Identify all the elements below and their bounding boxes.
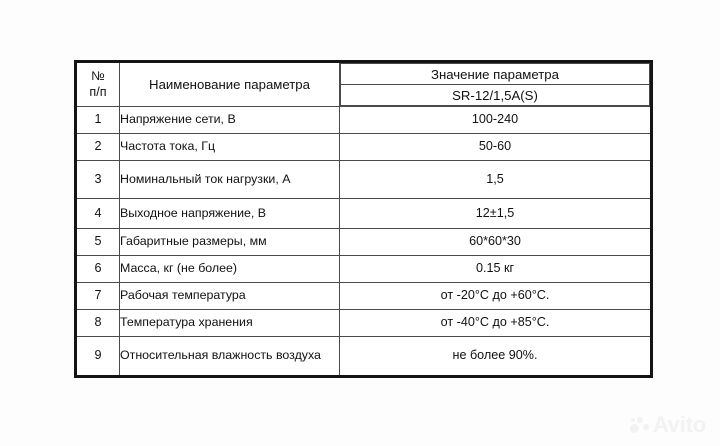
column-header-number-line2: п/п (89, 84, 107, 99)
value-header-title: Значение параметра (341, 64, 650, 85)
row-value: от -40°C до +85°C. (340, 310, 652, 337)
row-value: 60*60*30 (340, 229, 652, 256)
value-header-title-row (341, 64, 650, 85)
column-header-parameter-value (340, 62, 652, 107)
row-value: 12±1,5 (340, 199, 652, 229)
row-parameter: Выходное напряжение, В (120, 199, 340, 229)
row-parameter: Относительная влажность воздуха (120, 337, 340, 377)
table-row (76, 256, 652, 283)
row-number: 1 (76, 107, 120, 134)
table-row (76, 199, 652, 229)
row-number: 3 (76, 161, 120, 199)
table-row (76, 134, 652, 161)
column-header-number-line1: № (91, 69, 105, 84)
table-row (76, 310, 652, 337)
table-row (76, 107, 652, 134)
table-header-row (76, 62, 652, 107)
table-row (76, 337, 652, 377)
avito-watermark (630, 414, 706, 436)
row-number: 2 (76, 134, 120, 161)
row-value: от -20°C до +60°C. (340, 283, 652, 310)
column-header-number (76, 62, 120, 107)
value-header-subtable (340, 63, 650, 106)
specification-table (74, 60, 653, 378)
row-number: 9 (76, 337, 120, 377)
row-parameter: Частота тока, Гц (120, 134, 340, 161)
table-row (76, 161, 652, 199)
row-value: 0.15 кг (340, 256, 652, 283)
avito-dots-icon (630, 416, 649, 435)
row-number: 8 (76, 310, 120, 337)
column-header-parameter-name: Наименование параметра (120, 62, 340, 107)
row-parameter: Габаритные размеры, мм (120, 229, 340, 256)
row-value: 100-240 (340, 107, 652, 134)
table-row (76, 229, 652, 256)
row-parameter: Масса, кг (не более) (120, 256, 340, 283)
row-number: 5 (76, 229, 120, 256)
table-row (76, 283, 652, 310)
row-parameter: Номинальный ток нагрузки, А (120, 161, 340, 199)
value-header-model: SR-12/1,5A(S) (341, 85, 650, 106)
row-number: 4 (76, 199, 120, 229)
row-value: 50-60 (340, 134, 652, 161)
avito-wordmark: Avito (652, 412, 706, 437)
row-parameter: Рабочая температура (120, 283, 340, 310)
row-value: не более 90%. (340, 337, 652, 377)
value-header-model-row (341, 85, 650, 106)
row-number: 6 (76, 256, 120, 283)
row-value: 1,5 (340, 161, 652, 199)
row-number: 7 (76, 283, 120, 310)
row-parameter: Напряжение сети, В (120, 107, 340, 134)
row-parameter: Температура хранения (120, 310, 340, 337)
